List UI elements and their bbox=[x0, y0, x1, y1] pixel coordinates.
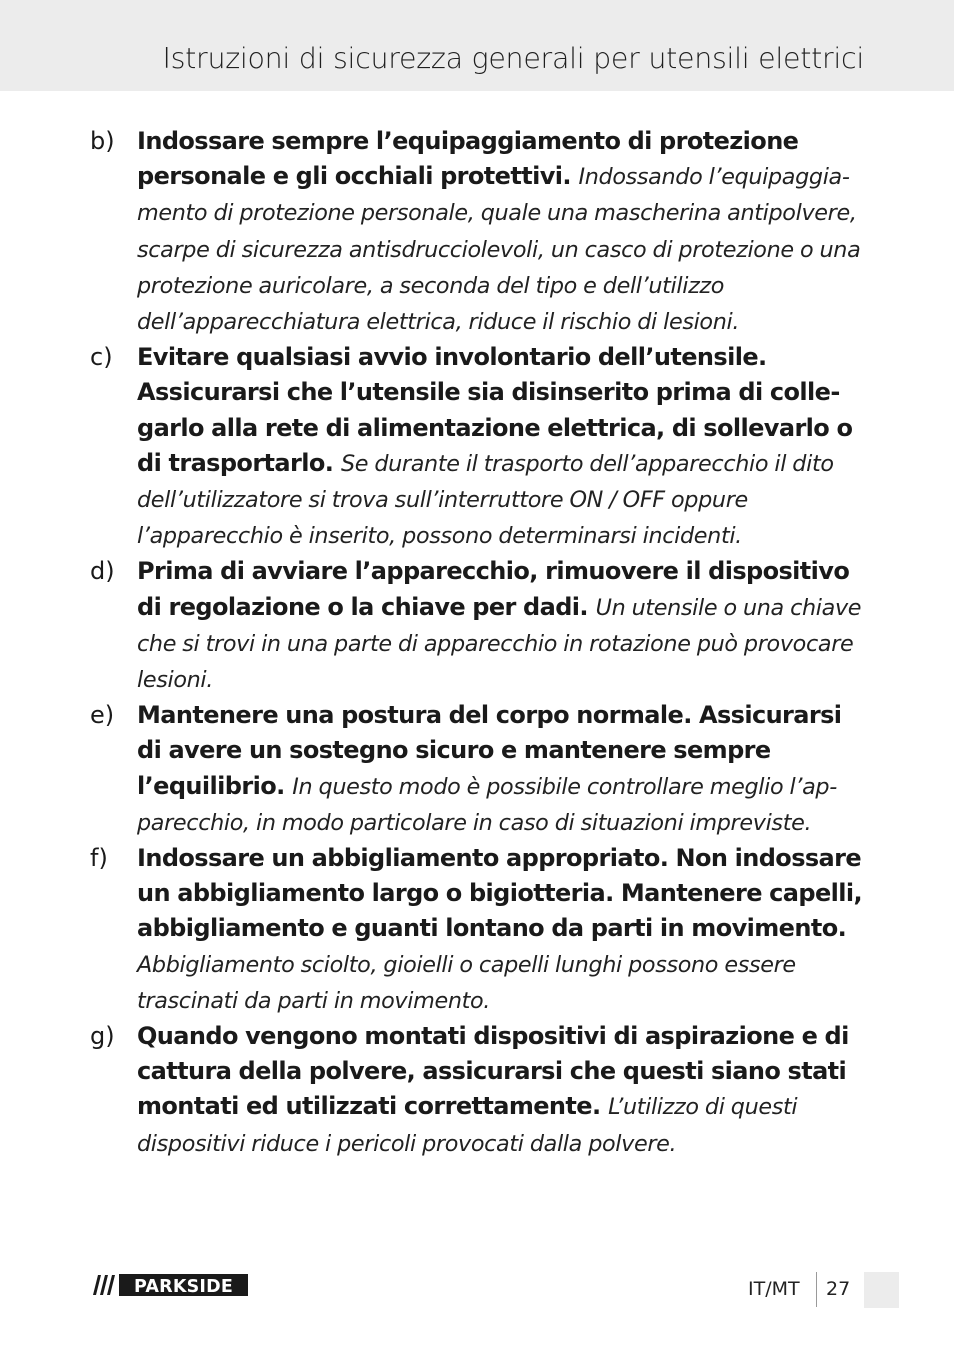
instruction-item-g bbox=[0, 1019, 954, 1162]
instruction-item-d bbox=[0, 554, 954, 698]
item-letter: d) bbox=[90, 557, 115, 586]
item-letter: g) bbox=[90, 1022, 115, 1051]
item-text bbox=[137, 698, 863, 841]
item-letter: f) bbox=[90, 844, 108, 873]
item-text bbox=[137, 554, 863, 698]
item-italic-text: L’utilizzo di questi dispositivi riduce i pericoli provocati dalla polvere. bbox=[137, 1094, 798, 1157]
item-text bbox=[137, 1019, 863, 1162]
parkside-logo bbox=[90, 1273, 249, 1297]
item-text bbox=[137, 340, 863, 554]
item-bold-text: Mantenere una postura del corpo normale. Assicurarsi di avere un sostegno sicuro e mantenere sempre l’equilibrio. bbox=[137, 701, 842, 800]
logo-wordmark: PARKSIDE bbox=[134, 1277, 233, 1297]
instruction-item-c bbox=[0, 340, 954, 554]
item-italic-text: In questo modo è possibile controllare meglio l’apparecchio, in modo particolare in caso di situazioni impreviste. bbox=[137, 773, 838, 836]
page-number: 27 bbox=[826, 1278, 851, 1300]
language-code: IT/MT bbox=[748, 1278, 800, 1300]
item-letter: b) bbox=[90, 127, 115, 155]
instructions-list bbox=[0, 124, 954, 1162]
item-italic-text: Se durante il trasporto dell’apparecchio il dito dell’utilizzatore si trova sull’interruttore ON / OFF oppure l’apparecchio è inserito, possono determinarsi incidenti. bbox=[137, 450, 834, 550]
instruction-item-b bbox=[0, 124, 954, 340]
item-text bbox=[137, 841, 863, 1019]
item-bold-text: Evitare qualsiasi avvio involontario dell’utensile. Assicurarsi che l’utensile sia disinserito prima di collegarlo alla rete di alimentazione elettrica, di sollevarlo o di trasportarlo. bbox=[137, 343, 853, 477]
footer-divider bbox=[816, 1272, 817, 1307]
page-tab-marker bbox=[864, 1272, 899, 1308]
item-italic-text: Un utensile o una chiave che si trovi in una parte di apparecchio in rotazione può provocare lesioni. bbox=[137, 594, 862, 694]
page-title: Istruzioni di sicurezza generali per utensili elettrici bbox=[162, 42, 864, 75]
instruction-item-e bbox=[0, 698, 954, 841]
item-bold-text: Indossare un abbigliamento appropriato. Non indossare un abbigliamento largo o bigiotteria. Mantenere capelli, abbigliamento e guanti lontano da parti in movimento. bbox=[137, 844, 863, 943]
item-bold-text: Indossare sempre l’equipaggiamento di protezione personale e gli occhiali protettivi. bbox=[137, 127, 799, 191]
item-letter: e) bbox=[90, 701, 115, 730]
instruction-item-f bbox=[0, 841, 954, 1019]
item-text bbox=[137, 124, 863, 340]
item-bold-text: Quando vengono montati dispositivi di aspirazione e di cattura della polvere, assicurarsi che questi siano stati montati ed utilizzati correttamente. bbox=[137, 1022, 849, 1121]
item-bold-text: Prima di avviare l’apparecchio, rimuovere il dispositivo di regolazione o la chiave per dadi. bbox=[137, 557, 850, 621]
item-italic-text: Abbigliamento sciolto, gioielli o capelli lunghi possono essere trascinati da parti in movimento. bbox=[137, 951, 796, 1014]
item-italic-text: Indossando l’equipaggiamento di protezione personale, quale una mascherina antipolvere, scarpe di sicurezza antisdrucciolevoli, un casco di protezione o una protezione auricolare, a seconda del tipo e dell’utilizzo dell’apparecchiatura elettrica, riduce il rischio di lesioni. bbox=[137, 164, 861, 336]
item-letter: c) bbox=[90, 343, 113, 372]
